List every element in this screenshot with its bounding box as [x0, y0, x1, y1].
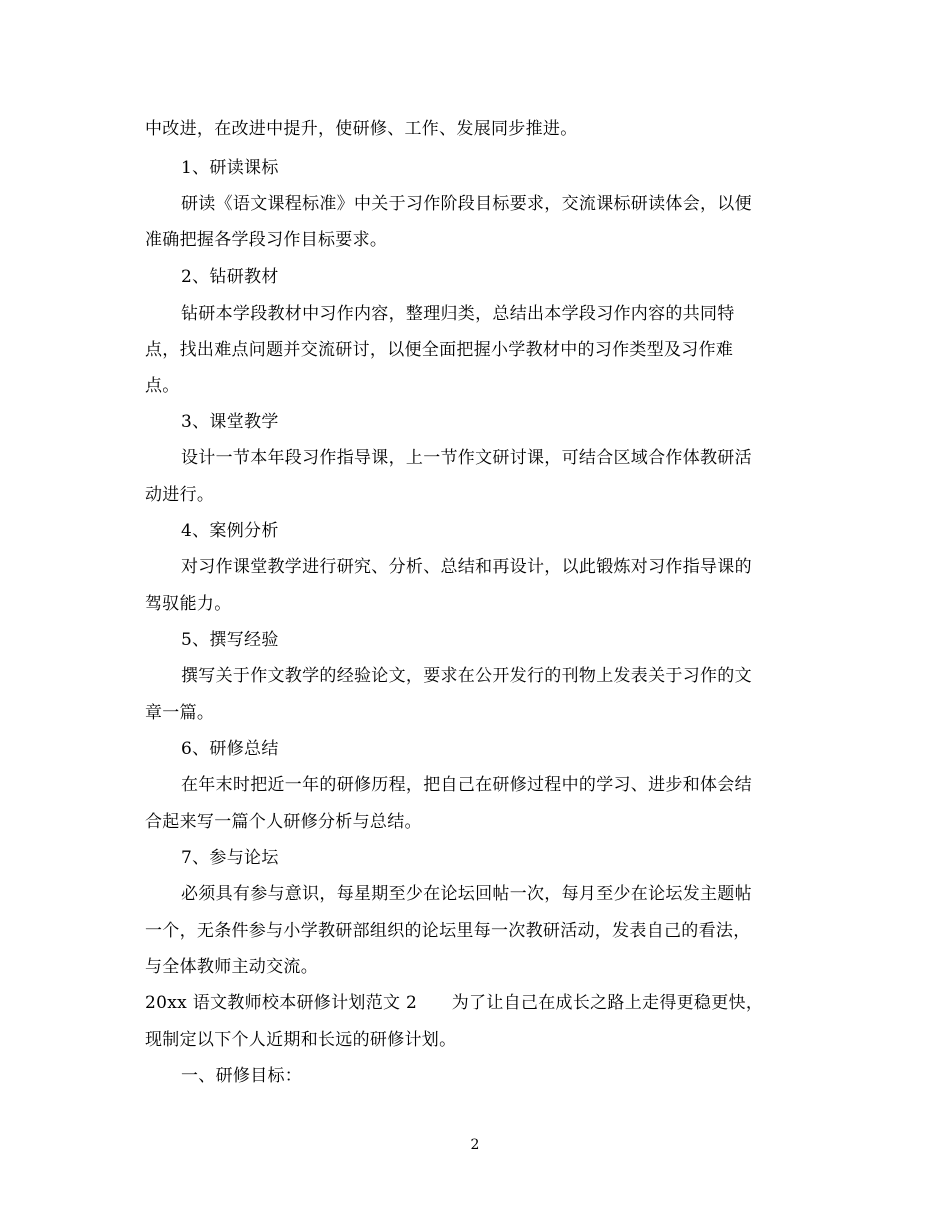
text-line: 研读《语文课程标准》中关于习作阶段目标要求，交流课标研读体会，以便	[181, 194, 752, 214]
text-line: 在年末时把近一年的研修历程，把自己在研修过程中的学习、进步和体会结	[181, 775, 752, 795]
text-line: 20xx 语文教师校本研修计划范文 2 为了让自己在成长之路上走得更稳更快，	[145, 993, 764, 1013]
section-heading: 5、撰写经验	[181, 630, 279, 650]
text-line: 合起来写一篇个人研修分析与总结。	[145, 812, 422, 832]
section-heading: 3、课堂教学	[181, 412, 279, 432]
section-heading: 7、参与论坛	[181, 848, 279, 868]
section-heading: 一、研修目标：	[181, 1066, 303, 1086]
text-line: 点，找出难点问题并交流研讨，以便全面把握小学教材中的习作类型及习作难	[145, 340, 734, 360]
text-line: 设计一节本年段习作指导课，上一节作文研讨课，可结合区域合作体教研活	[181, 448, 752, 468]
text-line: 驾驭能力。	[145, 594, 232, 614]
section-heading: 6、研修总结	[181, 739, 279, 759]
text-line: 准确把握各学段习作目标要求。	[145, 230, 388, 250]
text-line: 现制定以下个人近期和长远的研修计划。	[145, 1030, 457, 1050]
text-line: 章一篇。	[145, 703, 215, 723]
text-line: 必须具有参与意识，每星期至少在论坛回帖一次，每月至少在论坛发主题帖	[181, 884, 752, 904]
section-heading: 1、研读课标	[181, 158, 279, 178]
page-number: 2	[470, 1137, 480, 1153]
text-line: 钻研本学段教材中习作内容，整理归类，总结出本学段习作内容的共同特	[181, 304, 735, 324]
text-line: 与全体教师主动交流。	[145, 957, 318, 977]
section-heading: 2、钻研教材	[181, 267, 279, 287]
text-line: 对习作课堂教学进行研究、分析、总结和再设计，以此锻炼对习作指导课的	[181, 557, 752, 577]
text-line: 点。	[145, 376, 180, 396]
text-line: 动进行。	[145, 485, 215, 505]
section-heading: 4、案例分析	[181, 521, 279, 541]
text-line: 撰写关于作文教学的经验论文，要求在公开发行的刊物上发表关于习作的文	[181, 666, 752, 686]
text-line: 中改进，在改进中提升，使研修、工作、发展同步推进。	[145, 119, 578, 139]
text-line: 一个，无条件参与小学教研部组织的论坛里每一次教研活动，发表自己的看法，	[145, 921, 751, 941]
